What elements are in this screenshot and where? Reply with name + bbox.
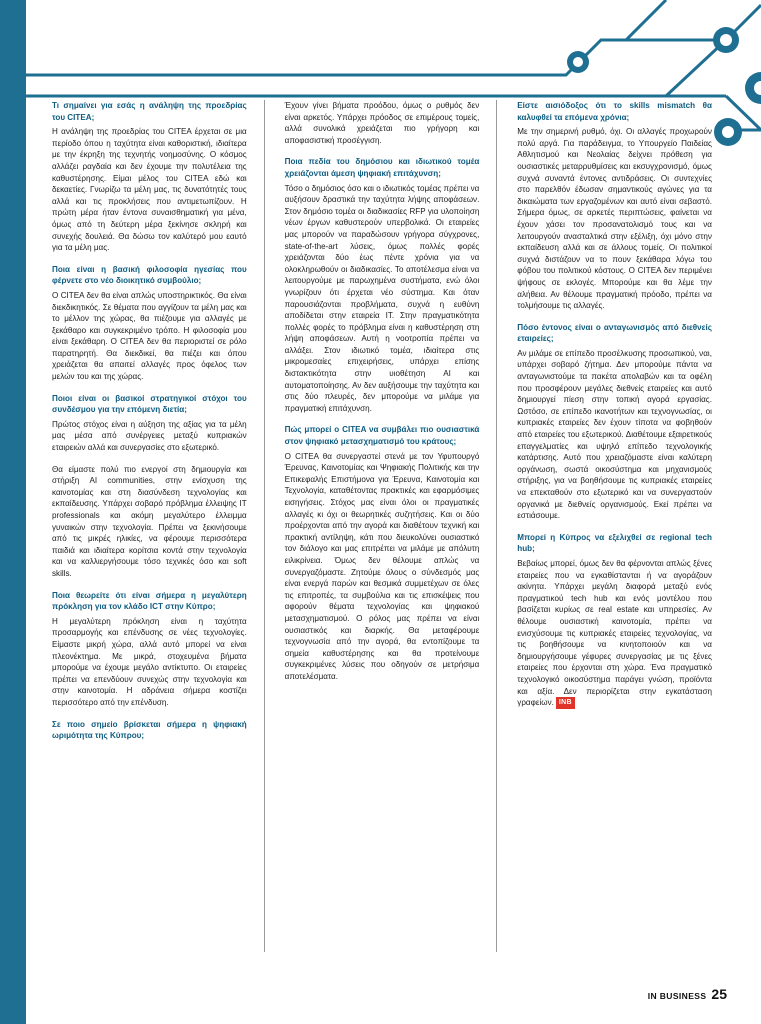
answer-text: Αν μιλάμε σε επίπεδο προσέλκυσης προσωπικού, ναι, υπάρχει σοβαρό ζήτημα. Δεν μπορούμε πάντα να ανταγωνιστούμε τα πακέτα απολαβών και τα οφέλη που προσφέρουν μεγάλες διεθνείς εταιρείες και αυτό δημιουργεί πίεση στην τοπική αγορά εργασίας. Ωστόσο, σε επίπεδο ικανοτήτων και τεχνογνωσίας, οι κυπριακές εταιρείες δεν έχουν τίποτα να φοβηθούν από εταιρείες του εξωτερικού. Διαθέτουμε εξαιρετικούς επαγγελματίες και υψηλό επίπεδο τεχνολογικής κατάρτισης. Αυτό που χρειαζόμαστε είναι καλύτερη οργάνωση, σωστά οικοσύστημα και μηχανισμούς στήριξης, για να βοηθήσουμε τις κυπριακές εταιρείες να επεκταθούν στο εξωτερικό και να συνεργαστούν οργανικά με διεθνείς οργανισμούς. Εκεί πρέπει να εστιάσουμε.	[517, 348, 712, 521]
article-column-1	[52, 100, 257, 965]
question-text: Είστε αισιόδοξος ότι το skills mismatch θα καλυφθεί τα επόμενα χρόνια;	[517, 101, 712, 122]
end-mark: INB	[556, 697, 575, 709]
footer-brand: IN BUSINESS	[647, 991, 707, 1001]
answer-text-final	[517, 558, 712, 709]
question-text: Πώς μπορεί ο CITEA να συμβάλει πιο ουσιαστικά στον ψηφιακό μετασχηματισμό του κράτους;	[284, 425, 480, 447]
answer-text: Με την σημερινή ρυθμό, όχι. Οι αλλαγές προχωρούν πολύ αργά. Για παράδειγμα, το Υπουργείο Παιδείας Αθλητισμού και Νεολαίας δείχνει πρόθεση για ουσιαστικές μεταρρυθμίσεις και εκσυγχρονισμό, όμως συχνά συναντά έντονες αντιδράσεις. Οι συντεχνίες στο παρελθόν έδωσαν σημαντικούς αγώνες για τα δικαιώματα των εργαζομένων και αυτό είναι σεβαστό. Σήμερα όμως, σε αρκετές περιπτώσεις, φαίνεται να έχουν χάσει τον προσανατολισμό τους και να λειτουργούν ανασταλτικά στην εξέλιξη, όχι μόνο στην εκπαίδευση αλλά και σε άλλους τομείς. Οι πολιτικοί συχνά διστάζουν να το πουν ξεκάθαρα λόγω του φόβου του πολιτικού κόστους. Ο CITEA δεν περιμένει ψήφους σε εκλογές. Μπορούμε και θα λέμε την αλήθεια. Αν θέλουμε πραγματική πρόοδο, πρέπει να τολμήσουμε τις αλλαγές.	[517, 127, 712, 311]
question-text: Ποια πεδία του δημόσιου και ιδιωτικού τομέα χρειάζονται άμεση ψηφιακή επιτάχυνση;	[284, 157, 480, 178]
question-text: Πόσο έντονος είναι ο ανταγωνισμός από διεθνείς εταιρείες;	[517, 322, 712, 344]
answer-text: Η ανάληψη της προεδρίας του CITEA έρχεται σε μια περίοδο όπου η ταχύτητα είναι καθοριστική, ιδιαίτερα με την έκρηξη της τεχνητής νοημοσύνης. Ο κόσμος αλλάζει ραγδαία και δεν έχουμε την πολυτέλεια της καθυστέρησης. Είμαι μέλος του CITEA εδώ και δεκαετίες. Γνωρίζω τα μέλη μας, τις δυνατότητές τους αλλά και τις προκλήσεις που αντιμετωπίζουν. Η πρώτη μέρα ήταν έντονα συναισθηματική για μένα, όμως από τη δεύτερη μέρα ξεκίνησε σκληρή και συνεχής δουλειά. Θα δώσω τον καλύτερό μου εαυτό για τα μέλη μας.	[52, 127, 247, 253]
page-footer	[648, 986, 727, 1002]
article-body	[52, 100, 722, 965]
article-column-3	[504, 100, 722, 965]
answer-text: Τόσο ο δημόσιος όσο και ο ιδιωτικός τομέας πρέπει να αυξήσουν δραστικά την ταχύτητα λήψης αποφάσεων. Στον δημόσιο τομέα οι διαδικασίες RFP για υλοποίηση νέων έργων καθυστερούν υπερβολικά. Οι εταιρείες μας μπορούν να παραδώσουν γρήγορα σύγχρονες, state-of-the-art λύσεις, όμως πολλές φορές χρειάζονται δύο έως πέντε χρόνια για να ολοκληρωθούν οι διαδικασίες. Το αποτέλεσμα είναι να λειτουργούμε με παρωχημένα συστήματα, ενώ όλοι γνωρίζουν ότι έρχεται νέο σύστημα. Και όταν παρουσιάζονται προβλήματα, συχνά η ευθύνη αποδίδεται στην εταιρεία IT. Στην πραγματικότητα πολλές φορές το πρόβλημα είναι η καθυστέρηση στη λήψη αποφάσεων. Αυτή η νοοτροπία πρέπει να αλλάξει. Στον ιδιωτικό τομέα, ιδιαίτερα στις μικρομεσαίες επιχειρήσεις, υπάρχει επίσης διστακτικότητα στην υιοθέτηση AI και αυτοματοποίησης. Αν δεν αυξήσουμε την ταχύτητα και στις δύο πλευρές, δεν μπορούμε να μιλάμε για πραγματική επιτάχυνση.	[284, 183, 480, 413]
answer-text: Πρώτος στόχος είναι η αύξηση της αξίας για τα μέλη μας μέσα από συνέργειες μεταξύ κυπριακών εταιρειών αλλά και συνεργασίες στο εξωτερικό.	[52, 419, 247, 453]
answer-text: Η μεγαλύτερη πρόκληση είναι η ταχύτητα προσαρμογής και επένδυσης σε νέες τεχνολογίες. Είμαστε μικρή χώρα, αλλά αυτό μπορεί να είναι πλεονέκτημα. Με μικρά, στοχευμένα βήματα μπορούμε να έχουμε μεγάλο αντίκτυπο. Οι εταιρείες πρέπει να επενδύουν συνεχώς στην τεχνολογία και στην καινοτομία. Η αδράνεια σήμερα κοστίζει περισσότερο από την επένδυση.	[52, 616, 247, 707]
left-accent-bar	[0, 0, 26, 1024]
article-column-2	[272, 100, 490, 965]
answer-text: Θα είμαστε πολύ πιο ενεργοί στη δημιουργία και στήριξη AI communities, στην ενίσχυση της καινοτομίας και στη διασύνδεση τεχνολογίας και εκπαίδευσης. Υπάρχει σοβαρό πρόβλημα έλλειψης IT professionals και ακόμη μεγαλύτερο έλλειμμα γυναικών στην τεχνολογία. Πρέπει να ξεκινήσουμε από τις μικρές ηλικίες, να φέρουμε περισσότερα παιδιά και ιδιαίτερα κορίτσια κοντά στην τεχνολογία και να καλλιεργήσουμε τόσο τεχνικές όσο και soft skills.	[52, 464, 247, 578]
answer-text: Έχουν γίνει βήματα προόδου, όμως ο ρυθμός δεν είναι αρκετός. Υπάρχει πρόοδος σε επιμέρους τομείς, αλλά συνολικά χρειάζεται πιο γρήγορη και αποφασιστική προσέγγιση.	[284, 101, 480, 145]
column-divider	[496, 100, 497, 952]
question-text: Ποια θεωρείτε ότι είναι σήμερα η μεγαλύτερη πρόκληση για τον κλάδο ICT στην Κύπρο;	[52, 590, 247, 612]
question-text: Ποια είναι η βασική φιλοσοφία ηγεσίας που φέρνετε στο νέο διοικητικό συμβούλιο;	[52, 264, 247, 286]
answer-text: Ο CITEA θα συνεργαστεί στενά με τον Υφυπουργό Έρευνας, Καινοτομίας και Ψηφιακής Πολιτικής και την Επικεφαλής Επιστήμονα για Έρευνα, Καινοτομία και Τεχνολογία, καταθέτοντας πρακτικές και εφαρμόσιμες εισηγήσεις. Στόχος μας είναι όλοι οι πραγματικές αλλαγές κι όχι οι θεωρητικές συζητήσεις. Και οι δύο προέρχονται από την αγορά και διαθέτουν τεχνική και πρακτική αντίληψη, κάτι που διευκολύνει ουσιαστικό τον διάλογο και μας επιτρέπει να μιλάμε με απόλυτη ειλικρίνεια. Όμως δεν θέλουμε απλώς να συνεργαζόμαστε. Ζητούμε όλους ο σύνδεσμός μας είναι ενεργά παρών και θεσμικά συμμετέχων σε όλες τις επιτροπές, τα συμβούλια και τις επισκέψεις που αφορούν θέματα τεχνολογίας και ψηφιακού μετασχηματισμού. Ο ρόλος μας πρέπει να είναι ουσιαστικός και διαρκής. Θα μεταφέρουμε τεχνογνωσία από την αγορά, θα εντοπίζουμε τα σημεία καθυστέρησης και θα προτείνουμε συγκεκριμένες λύσεις που οδηγούν σε μετρήσιμα αποτελέσματα.	[284, 451, 480, 681]
column-divider	[264, 100, 265, 952]
answer-text: Ο CITEA δεν θα είναι απλώς υποστηρικτικός. Θα είναι διεκδικητικός. Σε θέματα που αγγίζουν τα μέλη μας και το μέλλον της χώρας, θα πιέζουμε για αλλαγές με ξεκάθαρο και συγκεκριμένο τρόπο. Η φιλοσοφία μου είναι ξεκάθαρη. Ο CITEA δεν θα περιοριστεί σε ρόλο παρατηρητή. Θα διεκδικεί, θα πιέζει και όπου χρειάζεται θα απαιτεί αλλαγές προς όφελος των μελών του και της χώρας.	[52, 290, 247, 382]
question-text: Σε ποιο σημείο βρίσκεται σήμερα η ψηφιακή ωριμότητα της Κύπρου;	[52, 719, 247, 741]
question-text: Ποιοι είναι οι βασικοί στρατηγικοί στόχοι του συνδέσμου για την επόμενη διετία;	[52, 393, 247, 415]
header-white-area	[26, 0, 761, 96]
question-text: Τι σημαίνει για εσάς η ανάληψη της προεδρίας του CITEA;	[52, 101, 247, 122]
page-number: 25	[711, 986, 727, 1002]
answer-text: Βεβαίως μπορεί, όμως δεν θα φέρνονται απλώς ξένες εταιρείες που να εγκαθίστανται ή να αγοράζουν ακίνητα. Υπάρχει μεγάλη διαφορά μεταξύ ενός πραγματικού tech hub και ενός μοντέλου που βασίζεται κυρίως σε real estate και υπηρεσίες. Αν θέλουμε ουσιαστική καινοτομία, πρέπει να ενισχύσουμε τις κυπριακές εταιρείες τεχνολογίας, να τις βοηθήσουμε να κινητοποιούν και να δημιουργήσουμε γέφυρες συνεργασίας με τις ξένες εταιρείες που έρχονται στη χώρα. Ένα πραγματικό τεχνολογικό οικοσύστημα παράγει γνώση, προϊόντα και αξία. Δεν περιορίζεται στην εγκατάσταση γραφείων.	[517, 558, 712, 708]
question-text: Μπορεί η Κύπρος να εξελιχθεί σε regional tech hub;	[517, 532, 712, 554]
